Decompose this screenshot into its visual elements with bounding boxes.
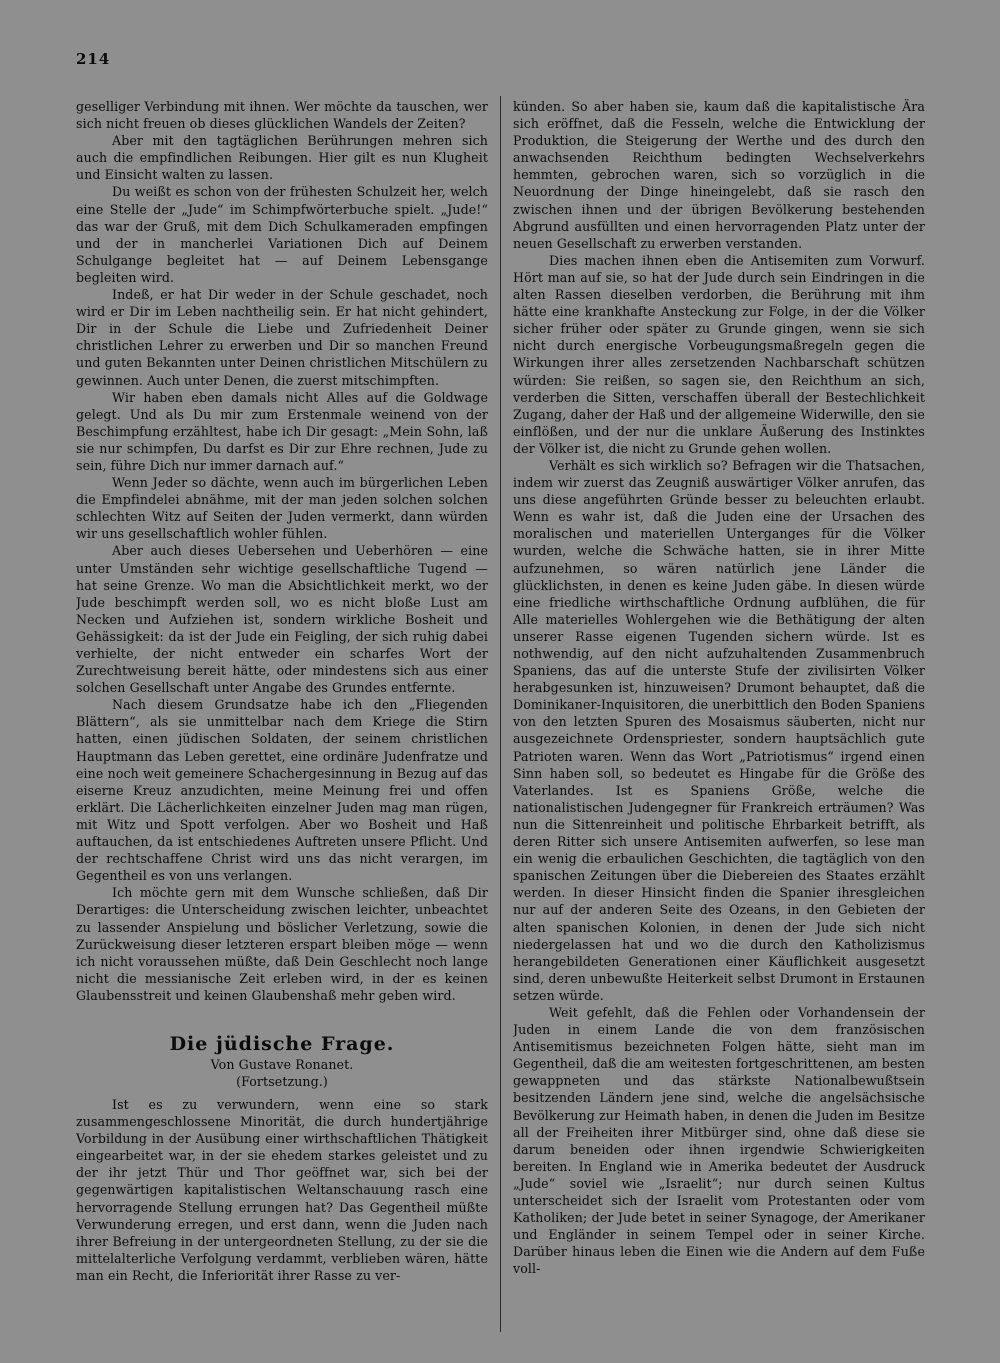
paragraph: Ich möchte gern mit dem Wunsche schließen, daß Dir Derartiges: die Unterscheidung zwischen leichter, unbeachtet zu lassender Anspielung und böslicher Verletzung, sowie die Zurückweisung dieser letzteren erspart bleiben möge — wenn ich nicht voraussehen müßte, daß Dein Geschlecht noch lange nicht die messianische Zeit erleben wird, in der es keinen Glaubensstreit und keinen Glaubenshaß mehr geben wird. bbox=[76, 885, 488, 1003]
left-column bbox=[76, 98, 488, 1338]
article-heading bbox=[76, 1032, 488, 1090]
article-title: Die jüdische Frage. bbox=[169, 1032, 395, 1055]
right-paragraphs bbox=[513, 98, 925, 1277]
left-paragraphs-after bbox=[76, 1096, 488, 1284]
paragraph: Dies machen ihnen eben die Antisemiten zum Vorwurf. Hört man auf sie, so hat der Jude durch sein Eindringen in die alten Rassen dieselben verdorben, die Berührung mit ihm hätte eine krankhafte Ansteckung zur Folge, in der die Völker sicher früher oder später zu Grunde gingen, wenn sie sich nicht durch energische Vorbeugungsmaßregeln gegen die Wirkungen ihrer alles zersetzenden Nachbarschaft schützen würden: Sie reißen, so sagen sie, den Reichthum an sich, verderben die Sitten, verschaffen überall der Bestechlichkeit Zugang, daher der Haß und der allgemeine Widerwille, den sie einflößen, und der nur die unklare Äußerung des Instinktes der Völker ist, die nicht zu Grunde gehen wollen. bbox=[513, 252, 925, 456]
page-number: 214 bbox=[76, 50, 111, 68]
paragraph: geselliger Verbindung mit ihnen. Wer möchte da tauschen, wer sich nicht freuen ob dieses glücklichen Wandels der Zeiten? bbox=[76, 99, 488, 132]
column-rule bbox=[500, 96, 501, 1332]
paragraph: Verhält es sich wirklich so? Befragen wir die Thatsachen, indem wir zuerst das Zeugniß auswärtiger Völker anrufen, das uns diese angeführten Gründe besser zu beleuchten erlaubt. Wenn es wahr ist, daß die Juden eine der Ursachen des moralischen und materiellen Unterganges für die Völker wurden, welche die Schwäche hatten, sie in ihrer Mitte aufzunehmen, so wären natürlich jene Länder die glücklichsten, in denen es keine Juden gäbe. In diesen würde eine friedliche wirthschaftliche Ordnung aufblühen, die für Alle materielles Wohlergehen wie die Bethätigung der alten unserer Rasse eigenen Tugenden sichern würde. Ist es nothwendig, auf den nicht aufzuhaltenden Zusammenbruch Spaniens, das auf die unterste Stufe der zivilisirten Völker herabgesunken ist, hinzuweisen? Drumont behauptet, daß die Dominikaner-Inquisitoren, die unerbittlich den Boden Spaniens von den letzten Spuren des Mosaismus säuberten, nicht nur ausgezeichnete Ordenspriester, sondern hauptsächlich gute Patrioten waren. Wenn das Wort „Patriotismus“ irgend einen Sinn haben soll, so bedeutet es Hingabe für die Größe des Vaterlandes. Ist es Spaniens Größe, welche die nationalistischen Judengegner für Frankreich erträumen? Was nun die Sittenreinheit und politische Ehrbarkeit betrifft, als deren Ritter sich unsere Antisemiten aufwerfen, so lese man ein wenig die erbaulichen Geschichten, die tagtäglich von den spanischen Zeitungen über die Diebereien des Staates erzählt werden. In dieser Hinsicht finden die Spanier ihresgleichen nur auf der anderen Seite des Ozeans, in den Gebieten der alten spanischen Kolonien, in denen der Jude sich nicht niedergelassen hat und wo die durch den Katholizismus herangebildeten Generationen einer Käuflichkeit ausgesetzt sind, deren unbewußte Heiterkeit selbst Drumont in Erstaunen setzen würde. bbox=[513, 457, 925, 1003]
article-byline: Von Gustave Ronanet. bbox=[210, 1056, 354, 1072]
paragraph: Ist es zu verwundern, wenn eine so stark zusammengeschlossene Minorität, die durch hundertjährige Vorbildung in der Ausübung einer wirthschaftlichen Thätigkeit eingearbeitet war, in der sie ehedem starkes geleistet und zu der ihr jetzt Thür und Thor geöffnet war, sich bei der gegenwärtigen kapitalistischen Weltanschauung rasch eine hervorragende Stellung errungen hat? Das Gegentheil müßte Verwunderung erregen, und erst dann, wenn die Juden nach ihrer Befreiung in der untergeordneten Stellung, zu der sie die mittelalterliche Verfolgung verdammt, verblieben wären, hätte man ein Recht, die Inferiorität ihrer Rasse zu ver- bbox=[76, 1096, 488, 1283]
paragraph: Indeß, er hat Dir weder in der Schule geschadet, noch wird er Dir im Leben nachtheilig sein. Er hat nicht gehindert, Dir in der Schule die Liebe und Zufriedenheit Deiner christlichen Lehrer zu erwerben und Dir so manchen Freund und guten Bekannten unter Deinen christlichen Mitschülern zu gewinnen. Auch unter Denen, die zuerst mitschimpften. bbox=[76, 287, 488, 388]
right-column bbox=[513, 98, 925, 1338]
paragraph: Aber mit den tagtäglichen Berührungen mehren sich auch die empfindlichen Reibungen. Hier gilt es nun Klugheit und Einsicht walten zu lassen. bbox=[76, 133, 488, 183]
left-paragraphs-before bbox=[76, 98, 488, 1004]
paragraph: Nach diesem Grundsatze habe ich den „Fliegenden Blättern“, als sie unmittelbar nach dem Kriege die Stirn hatten, einen jüdischen Soldaten, der seinem christlichen Hauptmann das Leben gerettet, eine ordinäre Judenfratze und eine noch weit gemeinere Schachergesinnung in Bezug auf das eiserne Kreuz anzudichten, meine Meinung frei und offen erklärt. Die Lächerlichkeiten einzelner Juden mag man rügen, mit Witz und Spott verfolgen. Aber wo Bosheit und Haß auftauchen, da ist entschiedenes Auftreten unsere Pflicht. Und der rechtschaffene Christ wird uns das nicht verargen, im Gegentheil es von uns verlangen. bbox=[76, 697, 488, 884]
article-continuation-note: (Fortsetzung.) bbox=[236, 1073, 328, 1089]
paragraph: Wenn Jeder so dächte, wenn auch im bürgerlichen Leben die Empfindelei abnähme, mit der man jeden solchen solchen schlechten Witz auf Seiten der Juden vermerkt, dann würden wir uns gesellschaftlich wohler fühlen. bbox=[76, 475, 488, 542]
paragraph: künden. So aber haben sie, kaum daß die kapitalistische Ära sich eröffnet, daß die Fesseln, welche die Entwicklung der Produktion, die Steigerung der Werthe und des durch den anwachsenden Reichthum bedingten Wechselverkehrs hemmten, gebrochen waren, sich so vorzüglich in die Neuordnung der Dinge hineingelebt, daß sie rasch den zwischen ihnen und der übrigen Bevölkerung bestehenden Abgrund ausfüllten und einen hervorragenden Platz unter der neuen Gesellschaft zu erwerben verstanden. bbox=[513, 99, 925, 251]
paragraph: Weit gefehlt, daß die Fehlen oder Vorhandensein der Juden in einem Lande die von dem französischen Antisemitismus bezeichneten Folgen hätte, sieht man im Gegentheil, daß die am weitesten fortgeschrittenen, am besten gewappneten und das stärkste Nationalbewußtsein besitzenden Ländern jene sind, welche die angelsächsische Bevölkerung zur Heimath haben, in denen die Juden im Besitze all der Freiheiten ihrer Mitbürger sind, ohne daß diese sie darum beneiden oder ihnen irgendwie Schwierigkeiten bereiten. In England wie in Amerika bedeutet der Ausdruck „Jude“ soviel wie „Israelit“; nur durch seinen Kultus unterscheidet sich der Israelit vom Protestanten oder vom Katholiken; der Jude betet in seiner Synagoge, der Amerikaner und Engländer in seinem Tempel oder in seiner Kirche. Darüber hinaus leben die Einen wie die Andern auf dem Fuße voll- bbox=[513, 1004, 925, 1277]
paragraph: Wir haben eben damals nicht Alles auf die Goldwage gelegt. Und als Du mir zum Erstenmale weinend von der Beschimpfung erzähltest, habe ich Dir gesagt: „Mein Sohn, laß sie nur schimpfen, Du darfst es Dir zur Ehre rechnen, Jude zu sein, führe Dich nur immer darnach auf.“ bbox=[76, 389, 488, 473]
paragraph: Du weißt es schon von der frühesten Schulzeit her, welch eine Stelle der „Jude“ im Schimpfwörterbuche spielt. „Jude!“ das war der Gruß, mit dem Dich Schulkameraden empfingen und der in mancherlei Variationen Dich auf Deinem Schulgange begleitet hat — auf Deinem Lebensgange begleiten wird. bbox=[76, 184, 488, 285]
paragraph: Aber auch dieses Uebersehen und Ueberhören — eine unter Umständen sehr wichtige gesellschaftliche Tugend — hat seine Grenze. Wo man die Absichtlichkeit merkt, wo der Jude beschimpft werden soll, wo es nicht bloße Lust am Necken und Aufziehen ist, sondern wirkliche Bosheit und Gehässigkeit: da ist der Jude ein Feigling, der sich ruhig dabei verhielte, der nicht entweder ein scharfes Wort der Zurechtweisung bereit hätte, oder mindestens sich aus einer solchen Gesellschaft unter Angabe des Grundes entfernte. bbox=[76, 543, 488, 696]
